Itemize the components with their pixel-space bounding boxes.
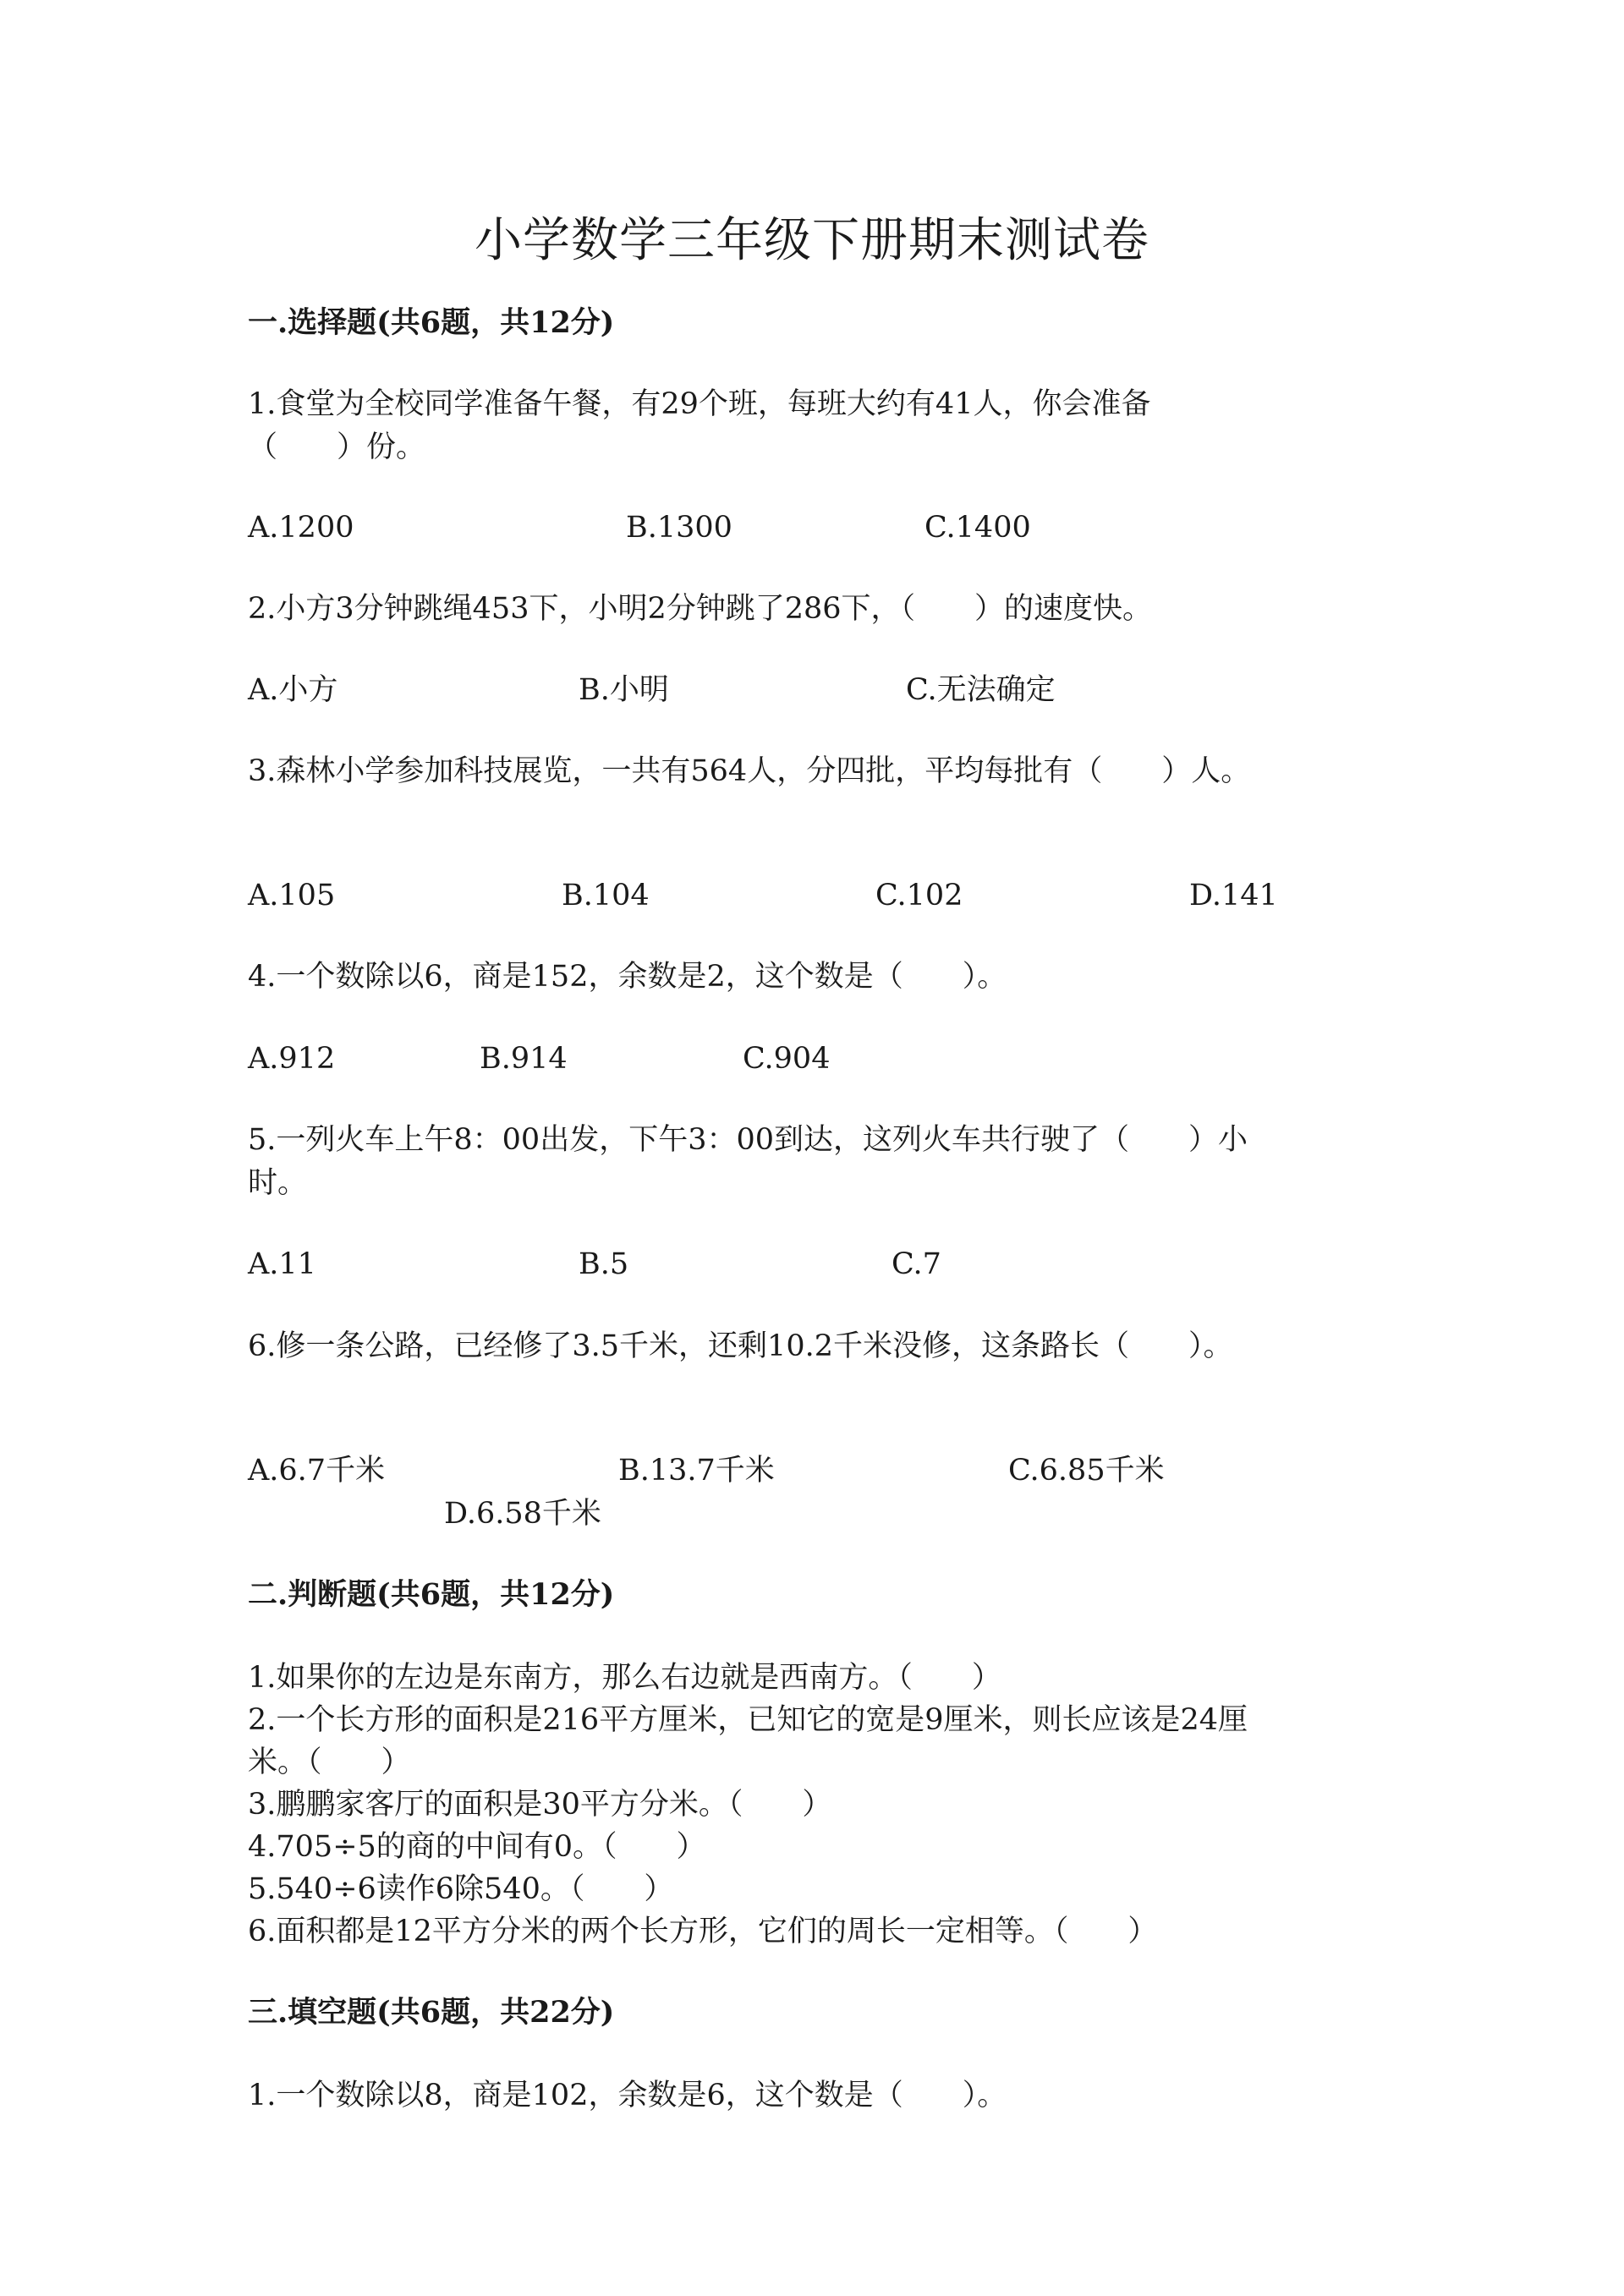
- question-2-option-b[interactable]: B.小明: [579, 673, 669, 707]
- question-3-stem: 3.森林小学参加科技展览，一共有564人，分四批，平均每批有（ ）人。: [248, 754, 1251, 788]
- judgement-item-2-cont: 米。（ ）: [248, 1745, 411, 1779]
- question-3-option-d[interactable]: D.141: [1189, 879, 1278, 912]
- question-5-stem-cont: 时。: [248, 1166, 308, 1200]
- question-2-option-c[interactable]: C.无法确定: [906, 673, 1056, 707]
- judgement-item-6: 6.面积都是12平方分米的两个长方形，它们的周长一定相等。（ ）: [248, 1915, 1158, 1948]
- question-1-option-b[interactable]: B.1300: [626, 511, 732, 545]
- question-5-option-a[interactable]: A.11: [248, 1247, 316, 1281]
- question-3-option-b[interactable]: B.104: [562, 879, 650, 912]
- question-4-option-b[interactable]: B.914: [480, 1042, 568, 1076]
- question-5-option-c[interactable]: C.7: [892, 1247, 941, 1281]
- section-heading-judgement: 二.判断题(共6题，共12分): [248, 1577, 615, 1612]
- section-heading-fill-blank: 三.填空题(共6题，共22分): [248, 1995, 615, 2030]
- judgement-item-5: 5.540÷6读作6除540。（ ）: [248, 1872, 674, 1906]
- question-6-option-c[interactable]: C.6.85千米: [1008, 1454, 1165, 1488]
- judgement-item-2: 2.一个长方形的面积是216平方厘米，已知它的宽是9厘米，则长应该是24厘: [248, 1703, 1248, 1737]
- page-title: 小学数学三年级下册期末测试卷: [475, 213, 1149, 268]
- question-1-stem-cont: （ ）份。: [248, 430, 426, 464]
- question-4-option-c[interactable]: C.904: [743, 1042, 831, 1076]
- section-heading-choice: 一.选择题(共6题，共12分): [248, 305, 615, 340]
- judgement-item-4: 4.705÷5的商的中间有0。（ ）: [248, 1830, 706, 1864]
- question-1-option-a[interactable]: A.1200: [248, 511, 354, 545]
- question-2-stem: 2.小方3分钟跳绳453下，小明2分钟跳了286下，（ ）的速度快。: [248, 592, 1153, 626]
- question-5-option-b[interactable]: B.5: [579, 1247, 629, 1281]
- question-3-option-c[interactable]: C.102: [875, 879, 963, 912]
- question-4-stem: 4.一个数除以6，商是152，余数是2，这个数是（ ）。: [248, 960, 1007, 994]
- question-6-option-b[interactable]: B.13.7千米: [618, 1454, 775, 1488]
- judgement-item-1: 1.如果你的左边是东南方，那么右边就是西南方。（ ）: [248, 1661, 1001, 1695]
- question-1-stem: 1.食堂为全校同学准备午餐，有29个班，每班大约有41人，你会准备: [248, 387, 1151, 421]
- question-3-option-a[interactable]: A.105: [248, 879, 336, 912]
- question-5-stem: 5.一列火车上午8：00出发，下午3：00到达，这列火车共行驶了（ ）小: [248, 1123, 1248, 1157]
- fill-blank-item-1: 1.一个数除以8，商是102，余数是6，这个数是（ ）。: [248, 2079, 1007, 2112]
- question-4-option-a[interactable]: A.912: [248, 1042, 336, 1076]
- judgement-item-3: 3.鹏鹏家客厅的面积是30平方分米。（ ）: [248, 1788, 832, 1822]
- question-6-stem: 6.修一条公路，已经修了3.5千米，还剩10.2千米没修，这条路长（ ）。: [248, 1329, 1233, 1363]
- question-1-option-c[interactable]: C.1400: [924, 511, 1031, 545]
- question-6-option-d[interactable]: D.6.58千米: [444, 1497, 601, 1531]
- question-6-option-a[interactable]: A.6.7千米: [248, 1454, 386, 1488]
- question-2-option-a[interactable]: A.小方: [248, 673, 338, 707]
